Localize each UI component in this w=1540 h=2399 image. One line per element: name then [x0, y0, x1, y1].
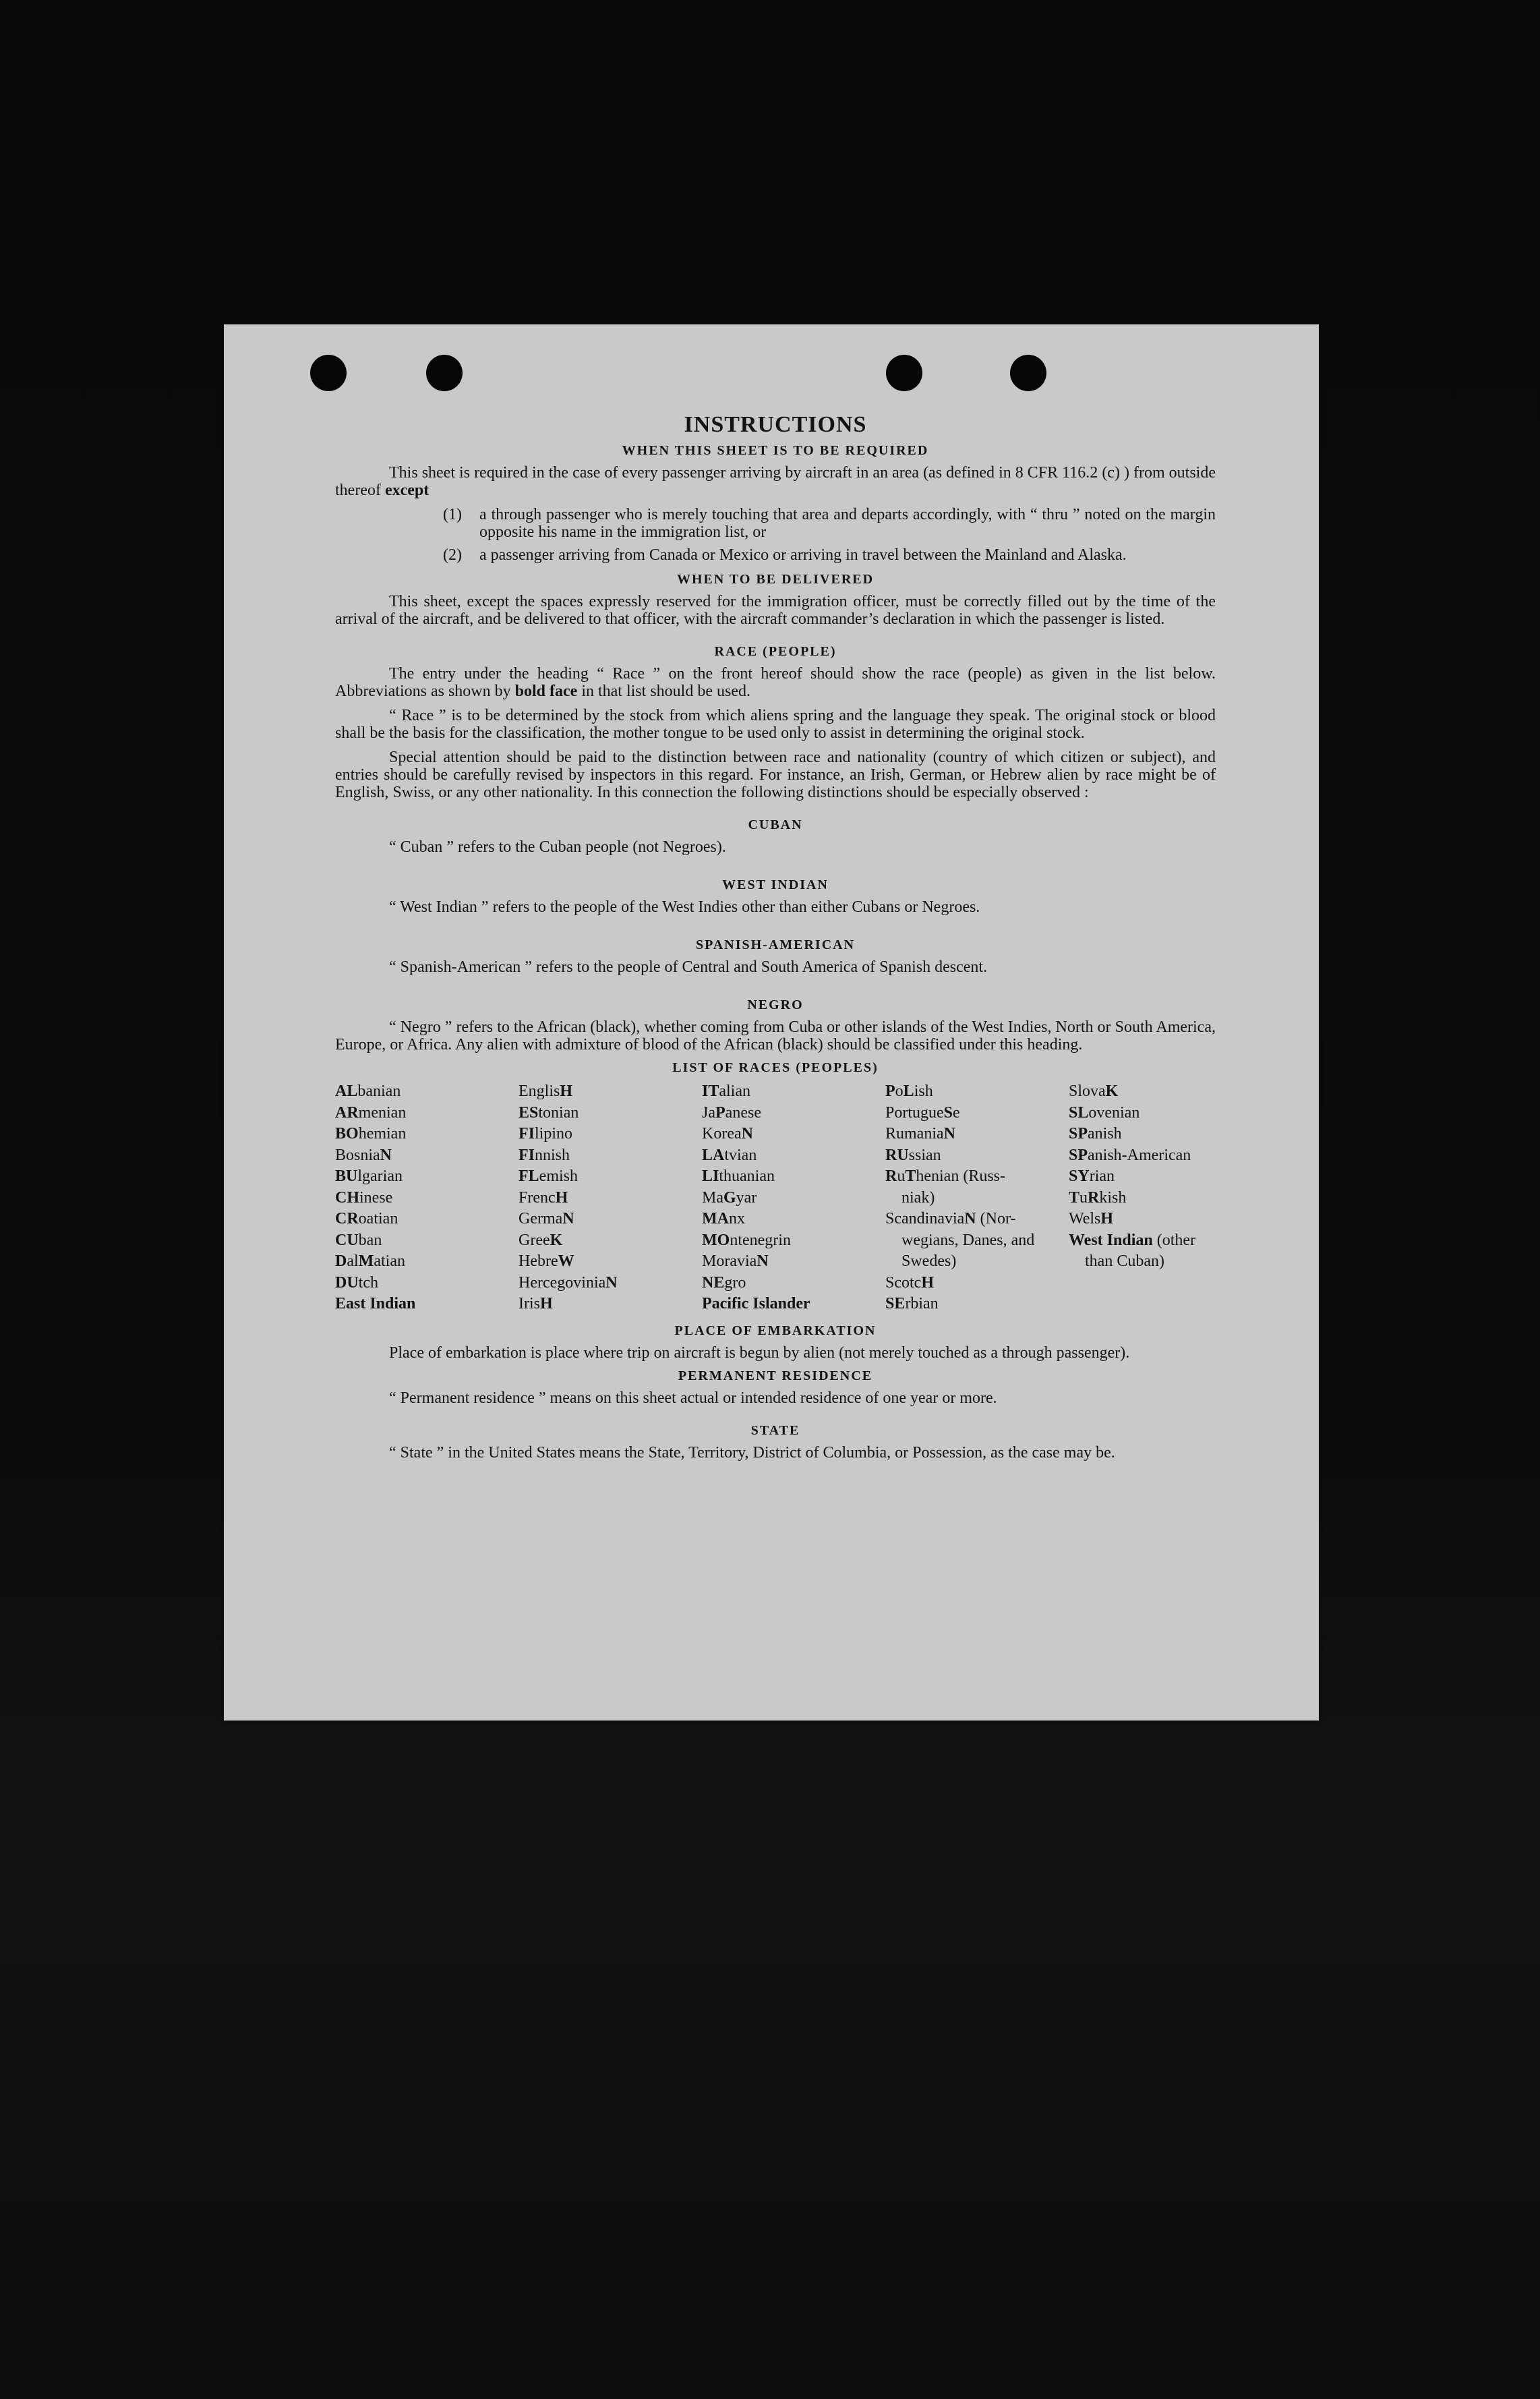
race-entry: West Indian (other than Cuban) [1069, 1231, 1196, 1270]
race-column [702, 1081, 885, 1315]
race-column [335, 1081, 519, 1315]
race-entry: BOhemian [335, 1125, 407, 1143]
heading-race: RACE (PEOPLE) [714, 644, 837, 659]
race-paragraph-1: The entry under the heading “ Race ” on the front hereof should show the race (people) as given in the list below. Abbreviations as shown by bold face in that list should be used. [335, 665, 1216, 700]
heading-permanent-residence: PERMANENT RESIDENCE [678, 1368, 873, 1383]
race-entry: SLovenian [1069, 1103, 1140, 1122]
race-entry: LAtvian [702, 1146, 757, 1164]
race-entry: RumaniaN [885, 1125, 955, 1143]
except-bold: except [384, 482, 430, 499]
race-entry: FrencH [519, 1188, 568, 1207]
race-column [1069, 1081, 1216, 1315]
race-entry: ScotcH [885, 1273, 934, 1292]
race-entry: SPanish-American [1069, 1146, 1191, 1164]
permanent-residence-text: “ Permanent residence ” means on this sheet actual or intended residence of one year or more. [389, 1389, 997, 1407]
heading-when-delivered: WHEN TO BE DELIVERED [676, 572, 875, 587]
when-delivered-text: This sheet, except the spaces expressly reserved for the immigration officer, must be correctly filled out by the time of the arrival of the aircraft, and be delivered to that officer, with the aircraft commander’s declaration in which the passenger is listed. [335, 593, 1216, 628]
race-entry: FIlipino [519, 1125, 573, 1143]
race-entry: RuThenian (Russ- niak) [885, 1167, 1006, 1207]
race-entry: EStonian [519, 1103, 579, 1122]
race-entry: ALbanian [335, 1082, 401, 1100]
race-entry: FLemish [519, 1167, 578, 1185]
race-entry: MAnx [702, 1210, 745, 1227]
exception-item-1 [443, 506, 1216, 541]
race-paragraph-3: Special attention should be paid to the distinction between race and nationality (country of which citizen or subject), and entries should be carefully revised by inspectors in this regard. For instance, an Irish, German, or Hebrew alien by race might be of English, Swiss, or any other nationality. In this connection the following distinctions should be especially observed : [335, 749, 1216, 801]
race-entry: PoLish [885, 1082, 933, 1100]
exception-number: (2) [443, 546, 462, 564]
heading-cuban: CUBAN [748, 817, 803, 832]
race-entry: SlovaK [1069, 1082, 1119, 1100]
race-entry: KoreaN [702, 1125, 753, 1143]
exception-list [443, 506, 1216, 564]
punch-hole-3 [886, 355, 922, 391]
race-entry: TuRkish [1069, 1188, 1127, 1207]
race-column [519, 1081, 702, 1315]
race-entry: ARmenian [335, 1103, 407, 1122]
exception-text: a through passenger who is merely touching that area and departs accordingly, with “ thru ” noted on the margin opposite his name in the immigration list, or [479, 506, 1216, 541]
bold-face-label: bold face [514, 683, 578, 700]
heading-when-required: WHEN THIS SHEET IS TO BE REQUIRED [622, 443, 929, 458]
punch-hole-2 [426, 355, 463, 391]
heading-list-of-races: LIST OF RACES (PEOPLES) [672, 1060, 879, 1075]
race-entry: CRoatian [335, 1210, 398, 1227]
exception-item-2 [443, 546, 1216, 564]
race-entry: HercegoviniaN [519, 1273, 618, 1292]
exception-text: a passenger arriving from Canada or Mexico or arriving in travel between the Mainland and Alaska. [479, 546, 1127, 564]
heading-place-of-embarkation: PLACE OF EMBARKATION [674, 1323, 877, 1338]
race-entry: ScandinaviaN (Nor- wegians, Danes, and Swedes) [885, 1210, 1035, 1270]
place-of-embarkation-text: Place of embarkation is place where trip on aircraft is begun by alien (not merely touched as a through passenger). [389, 1343, 1130, 1362]
race-entry: GreeK [519, 1231, 563, 1249]
punch-hole-4 [1010, 355, 1046, 391]
heading-spanish-american: SPANISH-AMERICAN [695, 937, 856, 952]
negro-text: “ Negro ” refers to the African (black), whether coming from Cuba or other islands of the West Indies, North or South America, Europe, or Africa. Any alien with admixture of blood of the African (black) should be classified under this heading. [335, 1018, 1216, 1053]
race-column [885, 1081, 1069, 1315]
race-entry: DUtch [335, 1273, 378, 1292]
race-entry: Pacific Islander [702, 1295, 810, 1312]
race-entry: CUban [335, 1231, 382, 1249]
race-entry: SYrian [1069, 1167, 1115, 1185]
race-entry: PortugueSe [885, 1103, 960, 1122]
races-list [335, 1081, 1216, 1315]
instructions-content [335, 412, 1216, 1468]
race-entry: SPanish [1069, 1125, 1122, 1143]
race-entry: BUlgarian [335, 1167, 403, 1185]
race-entry: MaGyar [702, 1188, 757, 1207]
cuban-text: “ Cuban ” refers to the Cuban people (not Negroes). [389, 838, 726, 856]
race-entry: JaPanese [702, 1103, 761, 1122]
document-sheet [224, 324, 1319, 1721]
race-entry: MOntenegrin [702, 1231, 791, 1249]
race-entry: EnglisH [519, 1082, 573, 1100]
race-entry: DalMatian [335, 1252, 405, 1270]
race-entry: ITalian [702, 1082, 750, 1100]
race-entry: WelsH [1069, 1210, 1114, 1227]
race-entry: LIthuanian [702, 1167, 775, 1185]
when-required-intro: This sheet is required in the case of every passenger arriving by aircraft in an area (as defined in 8 CFR 116.2 (c) ) from outside thereof except [335, 464, 1216, 499]
heading-west-indian: WEST INDIAN [722, 877, 829, 892]
race-entry: GermaN [519, 1210, 574, 1227]
race-entry: SErbian [885, 1295, 939, 1312]
race-entry: IrisH [519, 1295, 553, 1312]
race-entry: FInnish [519, 1146, 570, 1164]
heading-state: STATE [750, 1422, 800, 1438]
race-entry: RUssian [885, 1146, 941, 1164]
race-entry: NEgro [702, 1273, 746, 1292]
exception-number: (1) [443, 506, 462, 523]
spanish-american-text: “ Spanish-American ” refers to the people of Central and South America of Spanish descent. [389, 958, 988, 976]
punch-hole-1 [310, 355, 347, 391]
race-entry: East Indian [335, 1295, 416, 1312]
race-entry: MoraviaN [702, 1252, 769, 1270]
heading-negro: NEGRO [747, 998, 804, 1012]
race-entry: CHinese [335, 1188, 393, 1207]
page-title: INSTRUCTIONS [684, 412, 867, 437]
state-text: “ State ” in the United States means the State, Territory, District of Columbia, or Possession, as the case may be. [389, 1443, 1115, 1462]
west-indian-text: “ West Indian ” refers to the people of the West Indies other than either Cubans or Negroes. [389, 898, 980, 916]
race-entry: HebreW [519, 1252, 574, 1270]
race-entry: BosniaN [335, 1146, 392, 1164]
race-paragraph-2: “ Race ” is to be determined by the stock from which aliens spring and the language they speak. The original stock or blood shall be the basis for the classification, the mother tongue to be used only to assist in determining the original stock. [335, 707, 1216, 742]
